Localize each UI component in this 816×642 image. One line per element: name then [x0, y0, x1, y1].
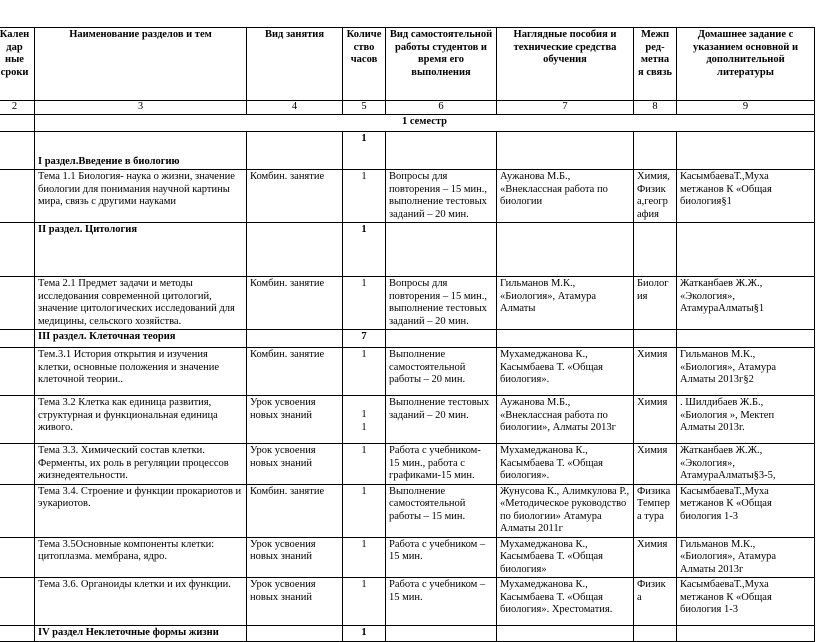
table-row: [0, 170, 815, 223]
empty-cell: [0, 223, 35, 277]
column-number-row: [0, 101, 815, 115]
teaching-aids-cell: Мухамеджанова К., Касымбаева Т. «Общая биология».: [497, 348, 634, 396]
empty-cell: [0, 578, 35, 626]
lesson-type-cell: Комбин. занятие: [247, 277, 343, 330]
section-title: III раздел. Клеточная теория: [35, 330, 247, 348]
teaching-aids-cell: Аужанова М.Б., «Внеклассная работа по биологии», Алматы 2013г: [497, 396, 634, 444]
column-number: 2: [0, 101, 35, 115]
independent-work-cell: Выполнение самостоятельной работы – 20 мин.: [386, 348, 497, 396]
empty-cell: [247, 132, 343, 170]
header-cell: Наглядные пособия и технические средства обучения: [497, 28, 634, 101]
header-cell: Домашнее задание с указанием основной и дополнительной литературы: [677, 28, 815, 101]
section-row: [0, 132, 815, 170]
independent-work-cell: Вопросы для повторения – 15 мин., выполнение тестовых заданий – 20 мин.: [386, 170, 497, 223]
header-cell: Наименование разделов и тем: [35, 28, 247, 101]
empty-cell: [247, 626, 343, 642]
table-row: [0, 444, 815, 485]
table-row: [0, 277, 815, 330]
empty-cell: [247, 330, 343, 348]
subject-link-cell: Химия: [634, 537, 677, 578]
hours-cell: 1 1: [343, 396, 386, 444]
lesson-type-cell: Урок усвоения новых знаний: [247, 444, 343, 485]
topic-cell: Тема 3.5Основные компоненты клетки: цитоплазма. мембрана, ядро.: [35, 537, 247, 578]
column-number: 8: [634, 101, 677, 115]
subject-link-cell: Химия: [634, 348, 677, 396]
topic-cell: Тема 3.3. Химический состав клетки. Ферменты, их роль в регуляции процессов жизнедеятельности.: [35, 444, 247, 485]
column-number: 6: [386, 101, 497, 115]
hours-cell: 1: [343, 170, 386, 223]
independent-work-cell: Работа с учебником – 15 мин.: [386, 578, 497, 626]
topic-cell: Тема 3.4. Строение и функции прокариотов и эукариотов.: [35, 484, 247, 537]
homework-cell: . Шилдибаев Ж.Б., «Биология », Мектеп Алматы 2013г.: [677, 396, 815, 444]
table-row: [0, 537, 815, 578]
header-cell: Межп ред- метна я связь: [634, 28, 677, 101]
subject-link-cell: Химия: [634, 396, 677, 444]
table-row: [0, 348, 815, 396]
topic-cell: Тема 3.2 Клетка как единица развития, структурная и функциональная единица живого.: [35, 396, 247, 444]
section-hours: 1: [343, 132, 386, 170]
homework-cell: Гильманов М.К., «Биология», Атамура Алматы 2013г§2: [677, 348, 815, 396]
empty-cell: [677, 223, 815, 277]
empty-cell: [0, 277, 35, 330]
section-title: IV раздел Неклеточные формы жизни: [35, 626, 247, 642]
header-cell: Количе ство часов: [343, 28, 386, 101]
empty-cell: [634, 132, 677, 170]
column-number: 7: [497, 101, 634, 115]
empty-cell: [0, 537, 35, 578]
column-number: 9: [677, 101, 815, 115]
curriculum-table: [0, 27, 815, 642]
section-row: [0, 330, 815, 348]
lesson-type-cell: Комбин. занятие: [247, 484, 343, 537]
hours-cell: 1: [343, 484, 386, 537]
lesson-type-cell: Комбин. занятие: [247, 348, 343, 396]
header-cell: Вид самостоятельной работы студентов и время его выполнения: [386, 28, 497, 101]
homework-cell: КасымбаеваТ.,Муха метжанов К «Общая биология§1: [677, 170, 815, 223]
subject-link-cell: Физика Темпера тура: [634, 484, 677, 537]
empty-cell: [0, 626, 35, 642]
empty-cell: [0, 330, 35, 348]
teaching-aids-cell: Мухамеджанова К., Касымбаева Т. «Общая биология»: [497, 537, 634, 578]
subject-link-cell: Химия, Физик а,геогр афия: [634, 170, 677, 223]
section-row: [0, 626, 815, 642]
empty-cell: [386, 626, 497, 642]
empty-cell: [386, 132, 497, 170]
topic-cell: Тема 3.6. Органоиды клетки и их функции.: [35, 578, 247, 626]
hours-cell: 1: [343, 277, 386, 330]
topic-cell: Тем.3.1 История открытия и изучения клетки, основные положения и значение клеточной теории..: [35, 348, 247, 396]
section-hours: 1: [343, 223, 386, 277]
teaching-aids-cell: Жунусова К., Алимкулова Р., «Методическое руководство по биологии» Атамура Алматы 2011г: [497, 484, 634, 537]
empty-cell: [634, 223, 677, 277]
empty-cell: [0, 132, 35, 170]
empty-cell: [386, 330, 497, 348]
empty-cell: [0, 348, 35, 396]
topic-cell: Тема 2.1 Предмет задачи и методы исследования современной цитологий, значение цитологических исследований для медицины, сельского хозяйства.: [35, 277, 247, 330]
teaching-aids-cell: Аужанова М.Б., «Внеклассная работа по биологии: [497, 170, 634, 223]
empty-cell: [386, 223, 497, 277]
independent-work-cell: Работа с учебником – 15 мин.: [386, 537, 497, 578]
empty-cell: [677, 330, 815, 348]
lesson-type-cell: Комбин. занятие: [247, 170, 343, 223]
empty-cell: [0, 484, 35, 537]
hours-cell: 1: [343, 537, 386, 578]
empty-cell: [497, 626, 634, 642]
topic-cell: Тема 1.1 Биология- наука о жизни, значение биологии для понимания научной картины мира, связь с другими науками: [35, 170, 247, 223]
header-row: [0, 28, 815, 101]
independent-work-cell: Выполнение тестовых заданий – 20 мин.: [386, 396, 497, 444]
empty-cell: [677, 132, 815, 170]
semester-row: [0, 115, 815, 132]
column-number: 5: [343, 101, 386, 115]
empty-cell: [0, 444, 35, 485]
section-title: I раздел.Введение в биологию: [35, 132, 247, 170]
empty-cell: [634, 626, 677, 642]
subject-link-cell: Биолог ия: [634, 277, 677, 330]
table-row: [0, 484, 815, 537]
table-row: [0, 578, 815, 626]
subject-link-cell: Физик а: [634, 578, 677, 626]
empty-cell: [0, 170, 35, 223]
column-number: 3: [35, 101, 247, 115]
column-number: 4: [247, 101, 343, 115]
teaching-aids-cell: Мухамеджанова К., Касымбаева Т. «Общая биология».: [497, 444, 634, 485]
lesson-type-cell: Урок усвоения новых знаний: [247, 537, 343, 578]
hours-cell: 1: [343, 444, 386, 485]
section-hours: 7: [343, 330, 386, 348]
section-row: [0, 223, 815, 277]
empty-cell: [497, 223, 634, 277]
header-cell: Кален дар ные сроки: [0, 28, 35, 101]
teaching-aids-cell: Гильманов М.К., «Биология», Атамура Алматы: [497, 277, 634, 330]
empty-cell: [247, 223, 343, 277]
section-title: II раздел. Цитология: [35, 223, 247, 277]
independent-work-cell: Вопросы для повторения – 15 мин., выполнение тестовых заданий – 20 мин.: [386, 277, 497, 330]
subject-link-cell: Химия: [634, 444, 677, 485]
homework-cell: Гильманов М.К., «Биология», Атамура Алматы 2013г: [677, 537, 815, 578]
teaching-aids-cell: Мухамеджанова К., Касымбаева Т. «Общая биология». Хрестоматия.: [497, 578, 634, 626]
homework-cell: КасымбаеваТ.,Муха метжанов К «Общая биология 1-3: [677, 484, 815, 537]
header-cell: Вид занятия: [247, 28, 343, 101]
hours-cell: 1: [343, 348, 386, 396]
empty-cell: [634, 330, 677, 348]
empty-cell: [677, 626, 815, 642]
independent-work-cell: Работа с учебником- 15 мин., работа с графиками-15 мин.: [386, 444, 497, 485]
empty-cell: [0, 396, 35, 444]
hours-cell: 1: [343, 578, 386, 626]
homework-cell: Жатканбаев Ж.Ж., «Экология», АтамураАлматы§1: [677, 277, 815, 330]
section-hours: 1: [343, 626, 386, 642]
lesson-type-cell: Урок усвоения новых знаний: [247, 396, 343, 444]
semester-label: 1 семестр: [35, 115, 815, 132]
homework-cell: Жатканбаев Ж.Ж., «Экология», АтамураАлматы§3-5,: [677, 444, 815, 485]
table-row: [0, 396, 815, 444]
empty-cell: [497, 132, 634, 170]
lesson-type-cell: Урок усвоения новых знаний: [247, 578, 343, 626]
independent-work-cell: Выполнение самостоятельной работы – 15 мин.: [386, 484, 497, 537]
homework-cell: КасымбаеваТ.,Муха метжанов К «Общая биология 1-3: [677, 578, 815, 626]
empty-cell: [497, 330, 634, 348]
